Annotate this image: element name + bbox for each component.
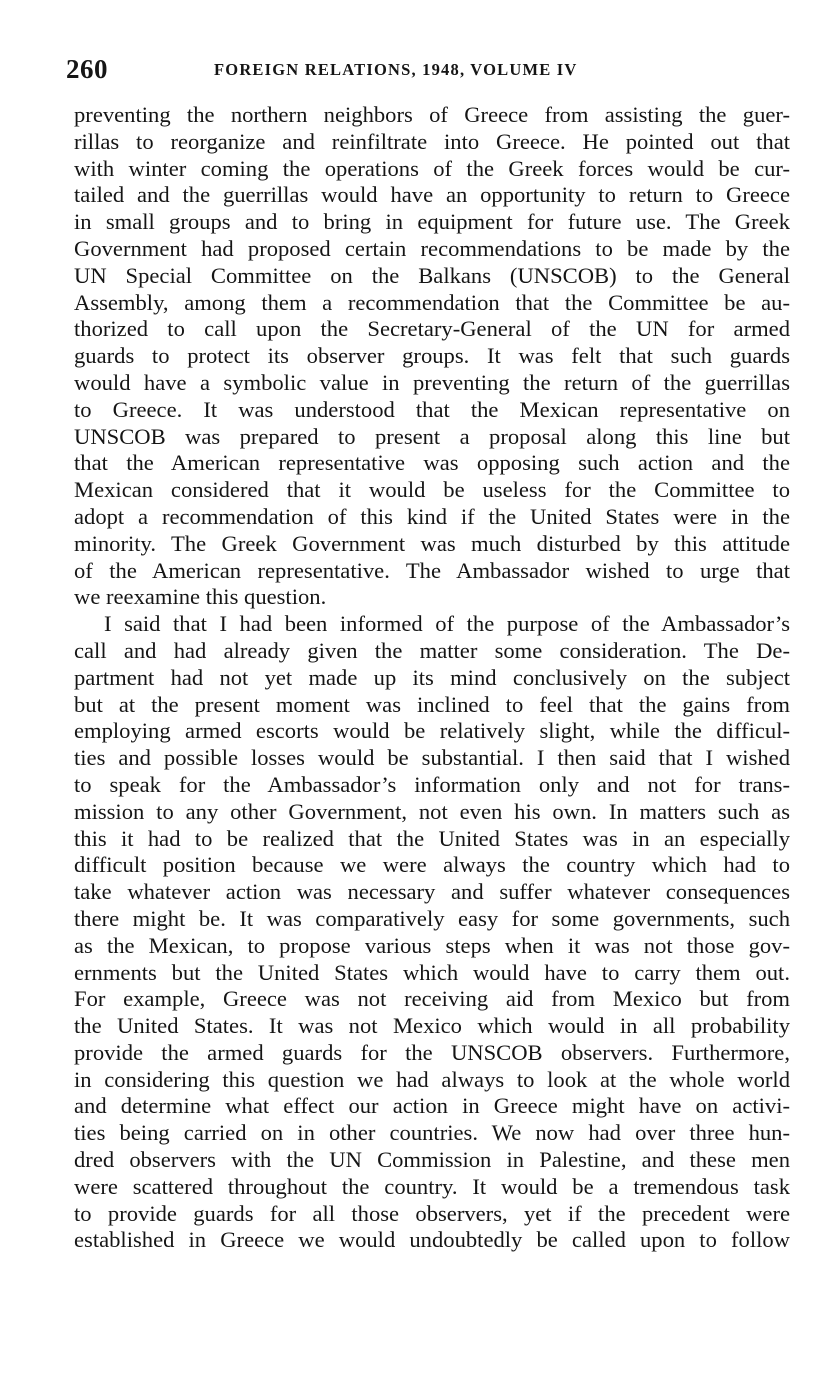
text-line: adopt a recommendation of this kind if the United States were in the [74, 503, 790, 529]
text-line: Assembly, among them a recommendation that the Committee be au- [74, 289, 790, 315]
text-line: preventing the northern neighbors of Greece from assisting the guer- [74, 102, 790, 127]
text-line: difficult position because we were always the country which had to [74, 852, 790, 878]
text-line: ties being carried on in other countries. We now had over three hun- [74, 1120, 790, 1146]
text-line: Mexican considered that it would be useless for the Committee to [74, 477, 790, 503]
text-line: but at the present moment was inclined to feel that the gains from [74, 691, 790, 717]
text-line: tailed and the guerrillas would have an opportunity to return to Greece [74, 182, 790, 208]
text-line: to speak for the Ambassador’s information only and not for trans- [74, 771, 790, 797]
text-line: this it had to be realized that the United States was in an especially [74, 825, 790, 851]
text-line: ernments but the United States which would have to carry them out. [74, 959, 790, 985]
text-line: rillas to reorganize and reinfiltrate into Greece. He pointed out that [74, 128, 790, 154]
text-line: as the Mexican, to propose various steps when it was not those gov- [74, 932, 790, 958]
paragraphs [74, 102, 790, 1254]
body-text [74, 102, 790, 1254]
text-line: with winter coming the operations of the Greek forces would be cur- [74, 155, 790, 181]
text-line: employing armed escorts would be relatively slight, while the difficul- [74, 718, 790, 744]
page-number: 260 [66, 54, 108, 84]
text-line: established in Greece we would undoubtedly be called upon to follow [74, 1227, 790, 1253]
text-line: UNSCOB was prepared to present a proposal along this line but [74, 423, 790, 449]
text-line: For example, Greece was not receiving aid from Mexico but from [74, 986, 790, 1012]
paragraph [74, 611, 790, 1254]
text-line: and determine what effect our action in Greece might have on activi- [74, 1093, 790, 1119]
text-line: partment had not yet made up its mind conclusively on the subject [74, 664, 790, 690]
paragraph [74, 102, 790, 611]
text-line: thorized to call upon the Secretary-General of the UN for armed [74, 316, 790, 342]
text-line: I said that I had been informed of the purpose of the Ambassador’s [104, 611, 790, 637]
text-line: were scattered throughout the country. It would be a tremendous task [74, 1173, 790, 1199]
text-line: guards to protect its observer groups. It was felt that such guards [74, 343, 790, 369]
text-line: that the American representative was opposing such action and the [74, 450, 790, 476]
text-line: mission to any other Government, not even his own. In matters such as [74, 798, 790, 824]
text-line: provide the armed guards for the UNSCOB observers. Furthermore, [74, 1039, 790, 1065]
text-line: there might be. It was comparatively easy for some governments, such [74, 905, 790, 931]
text-line: would have a symbolic value in preventing the return of the guerrillas [74, 369, 790, 395]
text-line: call and had already given the matter some consideration. The De- [74, 637, 790, 663]
text-line: minority. The Greek Government was much disturbed by this attitude [74, 530, 790, 556]
text-line: of the American representative. The Ambassador wished to urge that [74, 557, 790, 583]
text-line: Government had proposed certain recommendations to be made by the [74, 235, 790, 261]
text-line: ties and possible losses would be substantial. I then said that I wished [74, 745, 790, 771]
text-line: to provide guards for all those observers, yet if the precedent were [74, 1200, 790, 1226]
text-line: UN Special Committee on the Balkans (UNSCOB) to the General [74, 262, 790, 288]
text-line: in small groups and to bring in equipment for future use. The Greek [74, 209, 790, 235]
text-line: to Greece. It was understood that the Mexican representative on [74, 396, 790, 422]
running-title: FOREIGN RELATIONS, 1948, VOLUME IV [214, 60, 578, 79]
text-line: we reexamine this question. [74, 584, 327, 610]
running-head [66, 54, 788, 88]
text-line: the United States. It was not Mexico which would in all probability [74, 1013, 790, 1039]
text-line: in considering this question we had always to look at the whole world [74, 1066, 790, 1092]
text-line: dred observers with the UN Commission in Palestine, and these men [74, 1147, 790, 1173]
text-line: take whatever action was necessary and suffer whatever consequences [74, 879, 790, 905]
